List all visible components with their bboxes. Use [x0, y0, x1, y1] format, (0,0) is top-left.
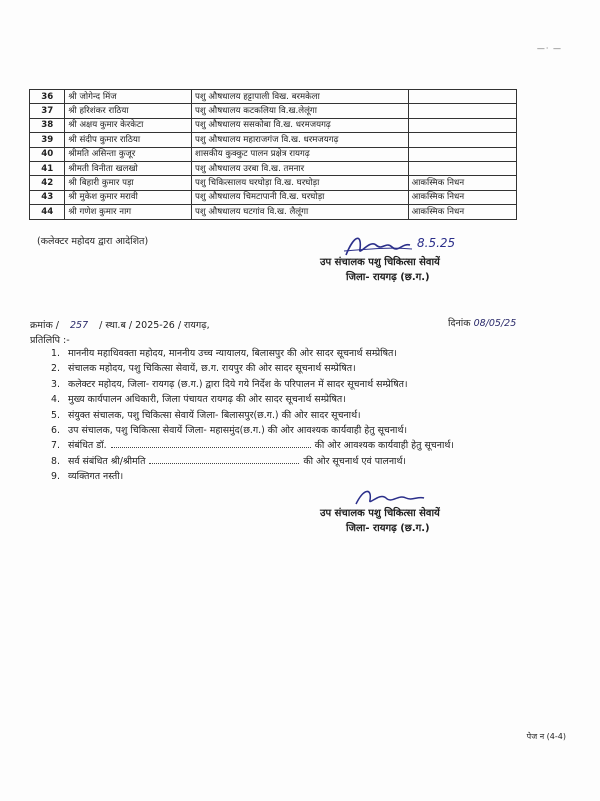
list-item-text — [68, 438, 540, 453]
remark — [408, 133, 516, 147]
list-item-tail: की ओर सूचनार्थ एवं पालनार्थ। — [303, 455, 406, 467]
employee-name: श्री जोगेन्द मिंज — [65, 90, 192, 104]
page-number: पेज न (4-4) — [526, 732, 566, 741]
list-item-text — [68, 423, 540, 438]
reference-prefix: क्रमांक / — [30, 320, 59, 331]
signature-bottom-district: जिला- रायगढ़ (छ.ग.) — [346, 523, 430, 534]
table-row — [30, 118, 517, 132]
remark — [408, 90, 516, 104]
list-item-main: मुख्य कार्यपालन अधिकारी, जिला पंचायत रायगढ़ की ओर सादर सूचनार्थ सम्प्रेषित। — [68, 394, 346, 406]
signature-bottom — [352, 486, 432, 508]
list-item-text — [68, 377, 540, 392]
posting-place: शासकीय कुक्कुट पालन प्रक्षेत्र रायगढ़ — [191, 147, 408, 161]
list-item — [30, 423, 540, 438]
signature-top-block — [320, 255, 440, 285]
employee-name: श्री गणेश कुमार नाग — [65, 205, 192, 219]
list-item-number: 4. — [51, 394, 60, 406]
signature-top-title: उप संचालक पशु चिकित्सा सेवायें — [320, 257, 440, 268]
row-number: 43 — [30, 190, 65, 204]
date-value: 08/05/25 — [473, 318, 517, 329]
reference-line — [30, 318, 210, 331]
table-row — [30, 90, 517, 104]
list-item-number: 5. — [51, 409, 60, 421]
posting-place: पशु औषधालय चिमटापानी वि.ख. घरघोड़ा — [191, 190, 408, 204]
list-item-text — [68, 346, 540, 361]
employee-name: श्रीमति असिन्ता कुजूर — [65, 147, 192, 161]
table-row — [30, 176, 517, 190]
row-number: 39 — [30, 133, 65, 147]
list-item-number: 7. — [51, 440, 60, 452]
order-note: (कलेक्टर महोदय द्वारा आदेशित) — [37, 236, 149, 247]
row-number: 42 — [30, 176, 65, 190]
corner-mark: —· — — [536, 44, 562, 53]
date-label: दिनांक — [448, 318, 471, 329]
employee-name: श्री अक्षय कुमार केरकेटा — [65, 118, 192, 132]
list-item — [30, 469, 540, 484]
list-item — [30, 392, 540, 407]
posting-place: पशु औषधालय घटगांव वि.ख. लैलूंगा — [191, 205, 408, 219]
row-number: 37 — [30, 104, 65, 118]
fill-in-blank — [111, 439, 311, 448]
staff-table — [29, 89, 517, 220]
signature-bottom-block — [320, 506, 440, 536]
list-item-text — [68, 408, 540, 423]
list-item — [30, 346, 540, 361]
remark — [408, 104, 516, 118]
list-item-main: व्यक्तिगत नस्ती। — [68, 471, 124, 483]
posting-place: पशु औषधालय हट्टापाली विख. बरमकेला — [191, 90, 408, 104]
posting-place: पशु औषधालय उरबा वि.ख. तमनार — [191, 161, 408, 175]
list-item-main: उप संचालक, पशु चिकित्सा सेवायें जिला- महासमुंद(छ.ग.) की ओर आवश्यक कार्यवाही हेतु सूचनार्थ। — [68, 425, 408, 437]
table-row — [30, 190, 517, 204]
list-item-text — [68, 392, 540, 407]
row-number: 40 — [30, 147, 65, 161]
copy-list — [30, 346, 540, 485]
reference-number: 257 — [70, 320, 89, 331]
list-item — [30, 454, 540, 469]
list-item-text — [68, 454, 540, 469]
list-item-main: संयुक्त संचालक, पशु चिकित्सा सेवायें जिला- बिलासपुर(छ.ग.) की ओर सादर सूचनार्थ। — [68, 409, 361, 421]
remark — [408, 161, 516, 175]
employee-name: श्री मुकेश कुमार मरावी — [65, 190, 192, 204]
table-row — [30, 205, 517, 219]
table-row — [30, 147, 517, 161]
row-number: 41 — [30, 161, 65, 175]
employee-name: श्री संदीप कुमार राठिया — [65, 133, 192, 147]
signature-top-district: जिला- रायगढ़ (छ.ग.) — [346, 272, 430, 283]
table-row — [30, 133, 517, 147]
copy-heading: प्रतिलिपि :- — [30, 335, 70, 346]
list-item-text — [68, 469, 540, 484]
list-item-number: 2. — [51, 363, 60, 375]
signature-date: 8.5.25 — [417, 236, 456, 250]
list-item-main: माननीय महाधिवक्ता महोदय, माननीय उच्च न्यायालय, बिलासपुर की ओर सादर सूचनार्थ सम्प्रेषित। — [68, 348, 397, 359]
table-row — [30, 104, 517, 118]
employee-name: श्री बिहारी कुमार पड़ा — [65, 176, 192, 190]
row-number: 36 — [30, 90, 65, 104]
remark: आकस्मिक निधन — [408, 190, 516, 204]
list-item-main: कलेक्टर महोदय, जिला- रायगढ़ (छ.ग.) द्वारा दिये गये निर्देश के परिपालन में सादर सूचनार्थ सम्प्रेषित। — [68, 378, 408, 390]
list-item — [30, 438, 540, 453]
list-item-number: 1. — [51, 348, 60, 359]
list-item-tail: की ओर आवश्यक कार्यवाही हेतु सूचनार्थ। — [314, 440, 454, 452]
employee-name: श्रीमती विनीता खलखो — [65, 161, 192, 175]
remark: आकस्मिक निधन — [408, 205, 516, 219]
remark: आकस्मिक निधन — [408, 176, 516, 190]
signature-bottom-title: उप संचालक पशु चिकित्सा सेवायें — [320, 508, 440, 519]
employee-name: श्री हरिशंकर राठिया — [65, 104, 192, 118]
list-item-number: 8. — [51, 455, 60, 467]
reference-suffix: / स्था.ब / 2025-26 / रायगढ़, — [99, 320, 210, 331]
posting-place: पशु औषधालय कटकलिया वि.ख.लेलूंगा — [191, 104, 408, 118]
table-row — [30, 161, 517, 175]
row-number: 44 — [30, 205, 65, 219]
posting-place: पशु चिकित्सालय घरघोड़ा वि.ख. घरघोड़ा — [191, 176, 408, 190]
list-item-text — [68, 361, 540, 376]
list-item — [30, 408, 540, 423]
list-item — [30, 361, 540, 376]
row-number: 38 — [30, 118, 65, 132]
list-item-number: 3. — [51, 378, 60, 390]
fill-in-blank — [149, 455, 299, 464]
remark — [408, 147, 516, 161]
list-item-number: 6. — [51, 425, 60, 437]
list-item-number: 9. — [51, 471, 60, 483]
remark — [408, 118, 516, 132]
posting-place: पशु औषधालय महाराजगंज वि.ख. धरमजयगढ़ — [191, 133, 408, 147]
list-item-main: सर्व संबंधित श्री/श्रीमति — [68, 455, 146, 467]
list-item — [30, 377, 540, 392]
date-line — [448, 316, 516, 329]
list-item-main: संचालक महोदय, पशु चिकित्सा सेवायें, छ.ग. रायपुर की ओर सादर सूचनार्थ सम्प्रेषित। — [68, 363, 356, 375]
list-item-main: संबंधित डॉ. — [68, 440, 107, 452]
posting-place: पशु औषधालय ससकोबा वि.ख. धरमजयगढ़ — [191, 118, 408, 132]
